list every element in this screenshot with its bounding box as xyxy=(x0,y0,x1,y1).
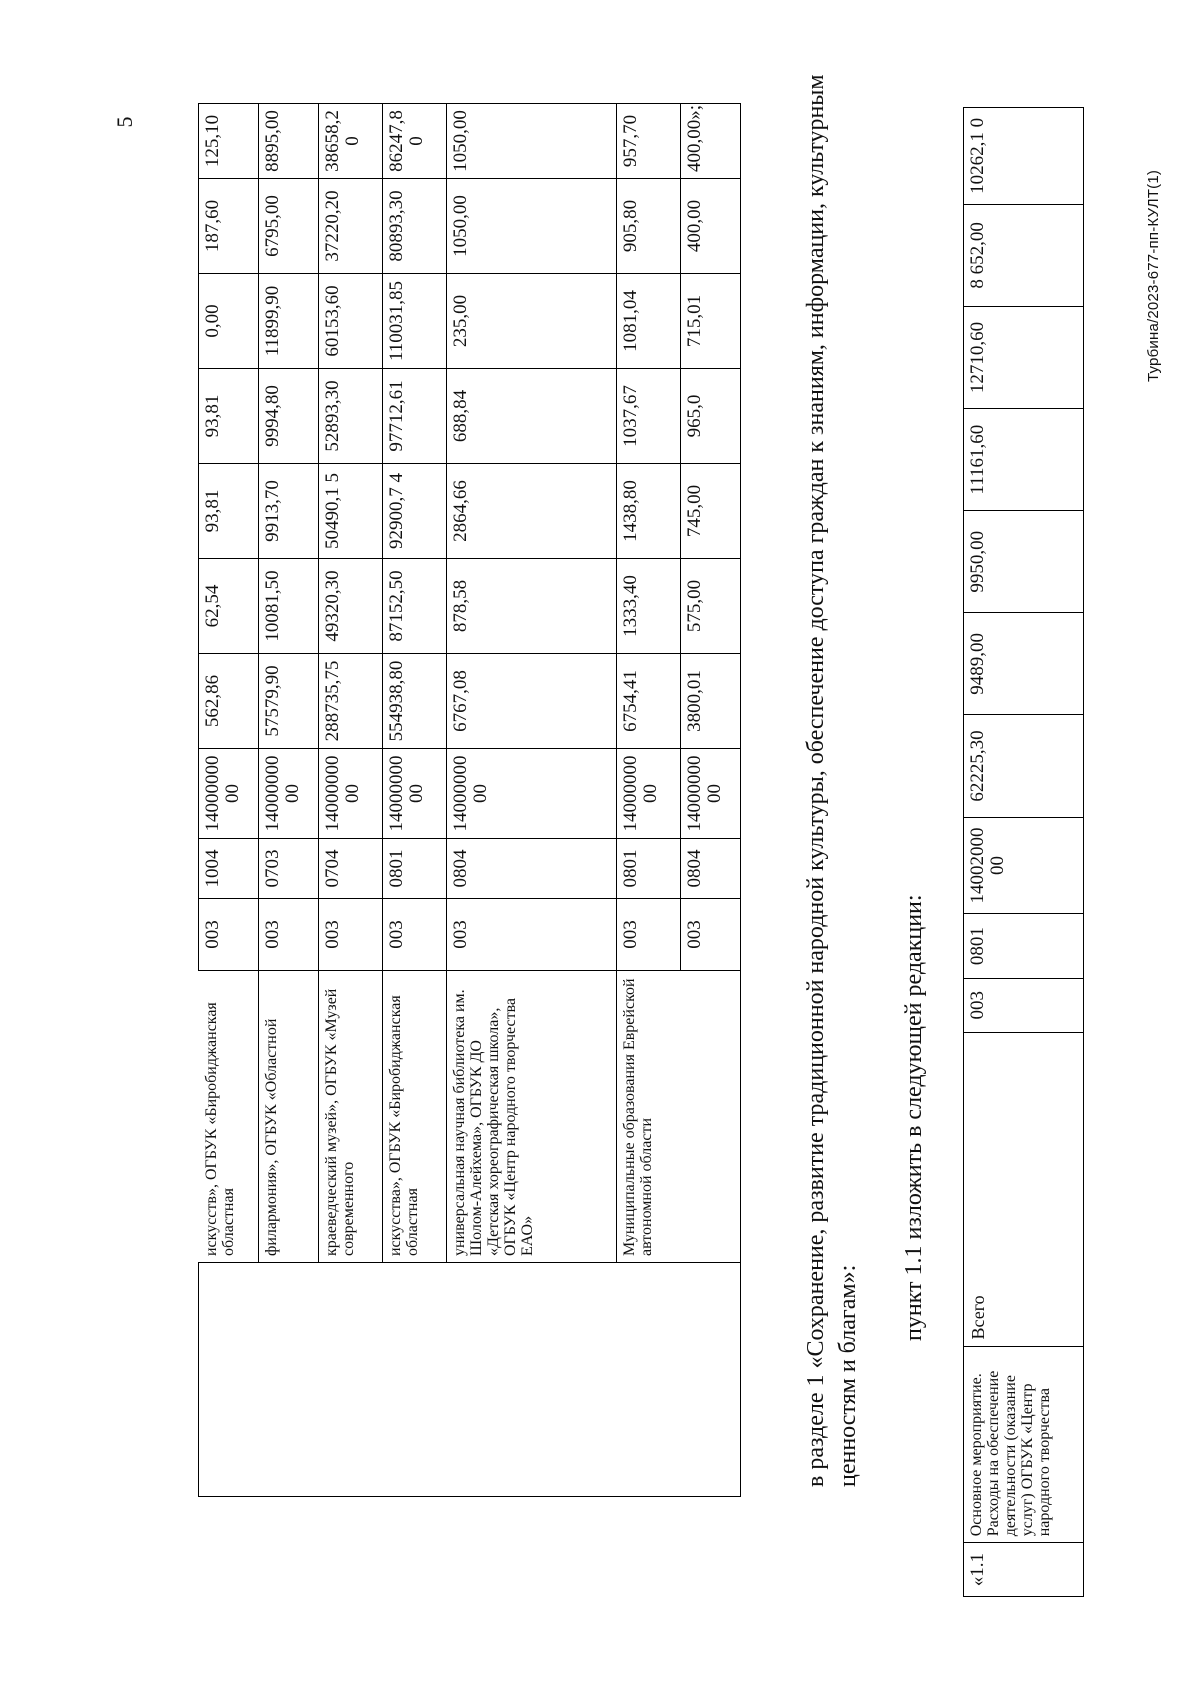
org-cell: Муниципальные образования Еврейской автономной области xyxy=(617,971,741,1263)
table-row xyxy=(964,108,1084,1597)
value-cell: 6754,41 xyxy=(617,654,681,749)
value-cell: 562,86 xyxy=(199,654,259,749)
code-cell: 003 xyxy=(383,899,447,971)
value-cell: 9994,80 xyxy=(259,369,319,464)
value-cell: 11899,90 xyxy=(259,274,319,369)
org-cell: универсальная научная библиотека им. Шолом-Алейхема», ОГБУК ДО «Детская хореографическая школа», ОГБУК «Центр народного творчества ЕАО» xyxy=(447,971,617,1263)
budget-table-continuation xyxy=(198,103,741,1497)
value-cell: 965,0 xyxy=(681,369,741,464)
paragraph-section-1: в разделе 1 «Сохранение, развитие традиционной народной культуры, обеспечение доступа граждан к знаниям, информации, культурным ценностям и благам»: xyxy=(803,74,861,1487)
value-cell: 575,00 xyxy=(681,559,741,654)
value-cell: 93,81 xyxy=(199,464,259,559)
value-cell: 878,58 xyxy=(447,559,617,654)
value-cell: 49320,30 xyxy=(319,559,383,654)
value-cell: 37220,20 xyxy=(319,179,383,274)
value-cell: 3800,01 xyxy=(681,654,741,749)
value-cell: 38658,2 0 xyxy=(319,104,383,179)
code-cell: 14000000 00 xyxy=(447,749,617,839)
footer-document-code: Турбина/2023-677-пп-КУЛТ(1) xyxy=(1145,169,1162,382)
value-cell: 6795,00 xyxy=(259,179,319,274)
value-cell: 80893,30 xyxy=(383,179,447,274)
value-cell: 235,00 xyxy=(447,274,617,369)
empty-cell xyxy=(199,1263,741,1497)
code-cell: 0704 xyxy=(319,839,383,899)
code-cell: 14000000 00 xyxy=(383,749,447,839)
value-cell: 957,70 xyxy=(617,104,681,179)
code-cell: 003 xyxy=(319,899,383,971)
value-cell: 12710,60 xyxy=(964,306,1084,408)
value-cell: 62,54 xyxy=(199,559,259,654)
value-cell: 1050,00 xyxy=(447,104,617,179)
value-cell: 87152,50 xyxy=(383,559,447,654)
code-cell: 003 xyxy=(617,899,681,971)
org-cell: искусства», ОГБУК «Биробиджанская областная xyxy=(383,971,447,1263)
value-cell: 1081,04 xyxy=(617,274,681,369)
value-cell: 400,00»; xyxy=(681,104,741,179)
code-cell: 0801 xyxy=(617,839,681,899)
value-cell: 2864,66 xyxy=(447,464,617,559)
value-cell: 1438,80 xyxy=(617,464,681,559)
code-cell: 0804 xyxy=(447,839,617,899)
item-name-cell: Основное мероприятие. Расходы на обеспечение деятельности (оказание услуг) ОГБУК «Центр народного творчества xyxy=(964,1346,1084,1543)
value-cell: 10262,1 0 xyxy=(964,108,1084,205)
value-cell: 52893,30 xyxy=(319,369,383,464)
code-cell: 14000000 00 xyxy=(319,749,383,839)
value-cell: 8 652,00 xyxy=(964,204,1084,306)
value-cell: 93,81 xyxy=(199,369,259,464)
value-cell: 9950,00 xyxy=(964,511,1084,613)
value-cell: 8895,00 xyxy=(259,104,319,179)
value-cell: 9913,70 xyxy=(259,464,319,559)
item-number-cell: «1.1 xyxy=(964,1543,1084,1597)
code-cell: 003 xyxy=(964,978,1084,1032)
code-cell: 14000000 00 xyxy=(199,749,259,839)
code-cell: 003 xyxy=(199,899,259,971)
value-cell: 97712,61 xyxy=(383,369,447,464)
code-cell: 003 xyxy=(447,899,617,971)
code-cell: 003 xyxy=(681,899,741,971)
org-cell: краеведческий музей», ОГБУК «Музей современного xyxy=(319,971,383,1263)
value-cell: 905,80 xyxy=(617,179,681,274)
value-cell: 6767,08 xyxy=(447,654,617,749)
item-label-cell: Всего xyxy=(964,1032,1084,1346)
code-cell: 14002000 00 xyxy=(964,817,1084,914)
code-cell: 14000000 00 xyxy=(681,749,741,839)
value-cell: 62225,30 xyxy=(964,715,1084,817)
value-cell: 0,00 xyxy=(199,274,259,369)
value-cell: 50490,1 5 xyxy=(319,464,383,559)
code-cell: 14000000 00 xyxy=(617,749,681,839)
page-number: 5 xyxy=(112,116,137,128)
paragraph-item-1-1: пункт 1.1 изложить в следующей редакции: xyxy=(901,894,927,1341)
value-cell: 11161,60 xyxy=(964,409,1084,511)
value-cell: 1333,40 xyxy=(617,559,681,654)
code-cell: 0801 xyxy=(383,839,447,899)
code-cell: 0703 xyxy=(259,839,319,899)
code-cell: 0804 xyxy=(681,839,741,899)
value-cell: 57579,90 xyxy=(259,654,319,749)
code-cell: 14000000 00 xyxy=(259,749,319,839)
table-row xyxy=(199,104,259,1497)
value-cell: 288735,75 xyxy=(319,654,383,749)
value-cell: 554938,80 xyxy=(383,654,447,749)
code-cell: 1004 xyxy=(199,839,259,899)
value-cell: 60153,60 xyxy=(319,274,383,369)
code-cell: 003 xyxy=(259,899,319,971)
value-cell: 400,00 xyxy=(681,179,741,274)
item-1-1-table xyxy=(963,107,1084,1597)
value-cell: 688,84 xyxy=(447,369,617,464)
value-cell: 9489,00 xyxy=(964,613,1084,715)
value-cell: 86247,8 0 xyxy=(383,104,447,179)
value-cell: 125,10 xyxy=(199,104,259,179)
value-cell: 92900,7 4 xyxy=(383,464,447,559)
code-cell: 0801 xyxy=(964,914,1084,979)
value-cell: 10081,50 xyxy=(259,559,319,654)
value-cell: 745,00 xyxy=(681,464,741,559)
value-cell: 187,60 xyxy=(199,179,259,274)
value-cell: 715,01 xyxy=(681,274,741,369)
value-cell: 1037,67 xyxy=(617,369,681,464)
org-cell: филармония», ОГБУК «Областной xyxy=(259,971,319,1263)
org-cell: искусств», ОГБУК «Биробиджанская областная xyxy=(199,971,259,1263)
value-cell: 110031,85 xyxy=(383,274,447,369)
value-cell: 1050,00 xyxy=(447,179,617,274)
